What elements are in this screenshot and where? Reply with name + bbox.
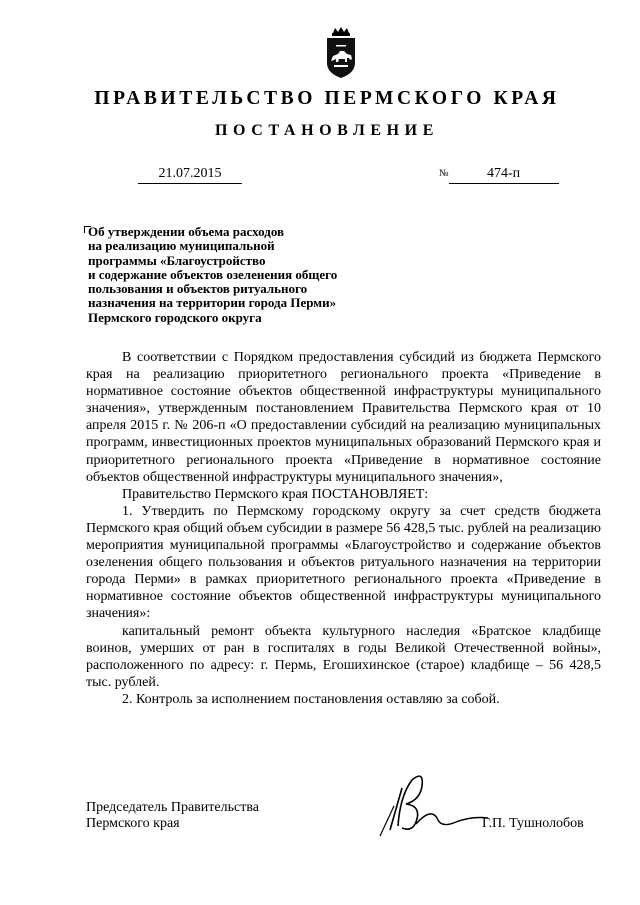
subject-line: и содержание объектов озеленения общего [88, 266, 338, 282]
subject-line: Пермского городского округа [88, 309, 262, 325]
document-number: 474-п [449, 165, 559, 184]
subject-line: пользования и объектов ритуального [88, 281, 308, 297]
subject-line: на реализацию муниципальной [88, 238, 275, 254]
body-paragraph-resolves: Правительство Пермского края ПОСТАНОВЛЯЕТ: [122, 486, 429, 502]
perm-krai-coat-of-arms-icon [324, 27, 358, 79]
subject-line: назначения на территории города Перми» [88, 295, 337, 311]
document-body [86, 349, 601, 708]
document-subject [88, 225, 418, 325]
government-title: ПРАВИТЕЛЬСТВО ПЕРМСКОГО КРАЯ [94, 88, 560, 109]
body-paragraph-repair: капитальный ремонт объекта культурного наследия «Братское кладбище воинов, умерших от ран в госпиталях в годы Великой Отечественной войны», расположенного по адресу: г. Пермь, Егошихинское (старое) кладбище – 56 428,5 тыс. рублей. [86, 623, 601, 690]
signer-position-line: Пермского края [86, 816, 180, 831]
subject-line: программы «Благоустройство [88, 252, 266, 268]
document-type: ПОСТАНОВЛЕНИЕ [215, 122, 439, 139]
number-sign: № [439, 168, 449, 179]
signer-position [86, 800, 259, 832]
signer-name: Г.П. Тушнолобов [482, 816, 584, 831]
document-number-field [439, 165, 559, 184]
body-paragraph-preamble: В соответствии с Порядком предоставления субсидий из бюджета Пермского края на реализацию приоритетного регионального проекта «Приведение в нормативное состояние объектов общественной инфраструктуры муниципального значения», утвержденным постановлением Правительства Пермского края от 10 апреля 2015 г. № 206-п «О предоставлении субсидий на реализацию муниципальных программ, инвестиционных проектов муниципальных образований Пермского края и приоритетного регионального проекта «Приведение в нормативное состояние объектов общественной инфраструктуры муниципального значения», [86, 350, 601, 485]
body-paragraph-item-1: 1. Утвердить по Пермскому городскому округу за счет средств бюджета Пермского края общий объем субсидии в размере 56 428,5 тыс. рублей на реализацию мероприятия муниципальной программы «Благоустройство и содержание объектов озеленения общего пользования и объектов ритуального назначения на территории города Перми» в рамках приоритетного регионального проекта «Приведение в нормативное состояние объектов общественной инфраструктуры муниципального значения»: [86, 503, 601, 622]
document-date: 21.07.2015 [138, 165, 242, 184]
subject-line: Об утверждении объема расходов [88, 224, 285, 239]
signer-position-line: Председатель Правительства [86, 800, 259, 815]
body-paragraph-item-2: 2. Контроль за исполнением постановления оставляю за собой. [122, 691, 500, 707]
